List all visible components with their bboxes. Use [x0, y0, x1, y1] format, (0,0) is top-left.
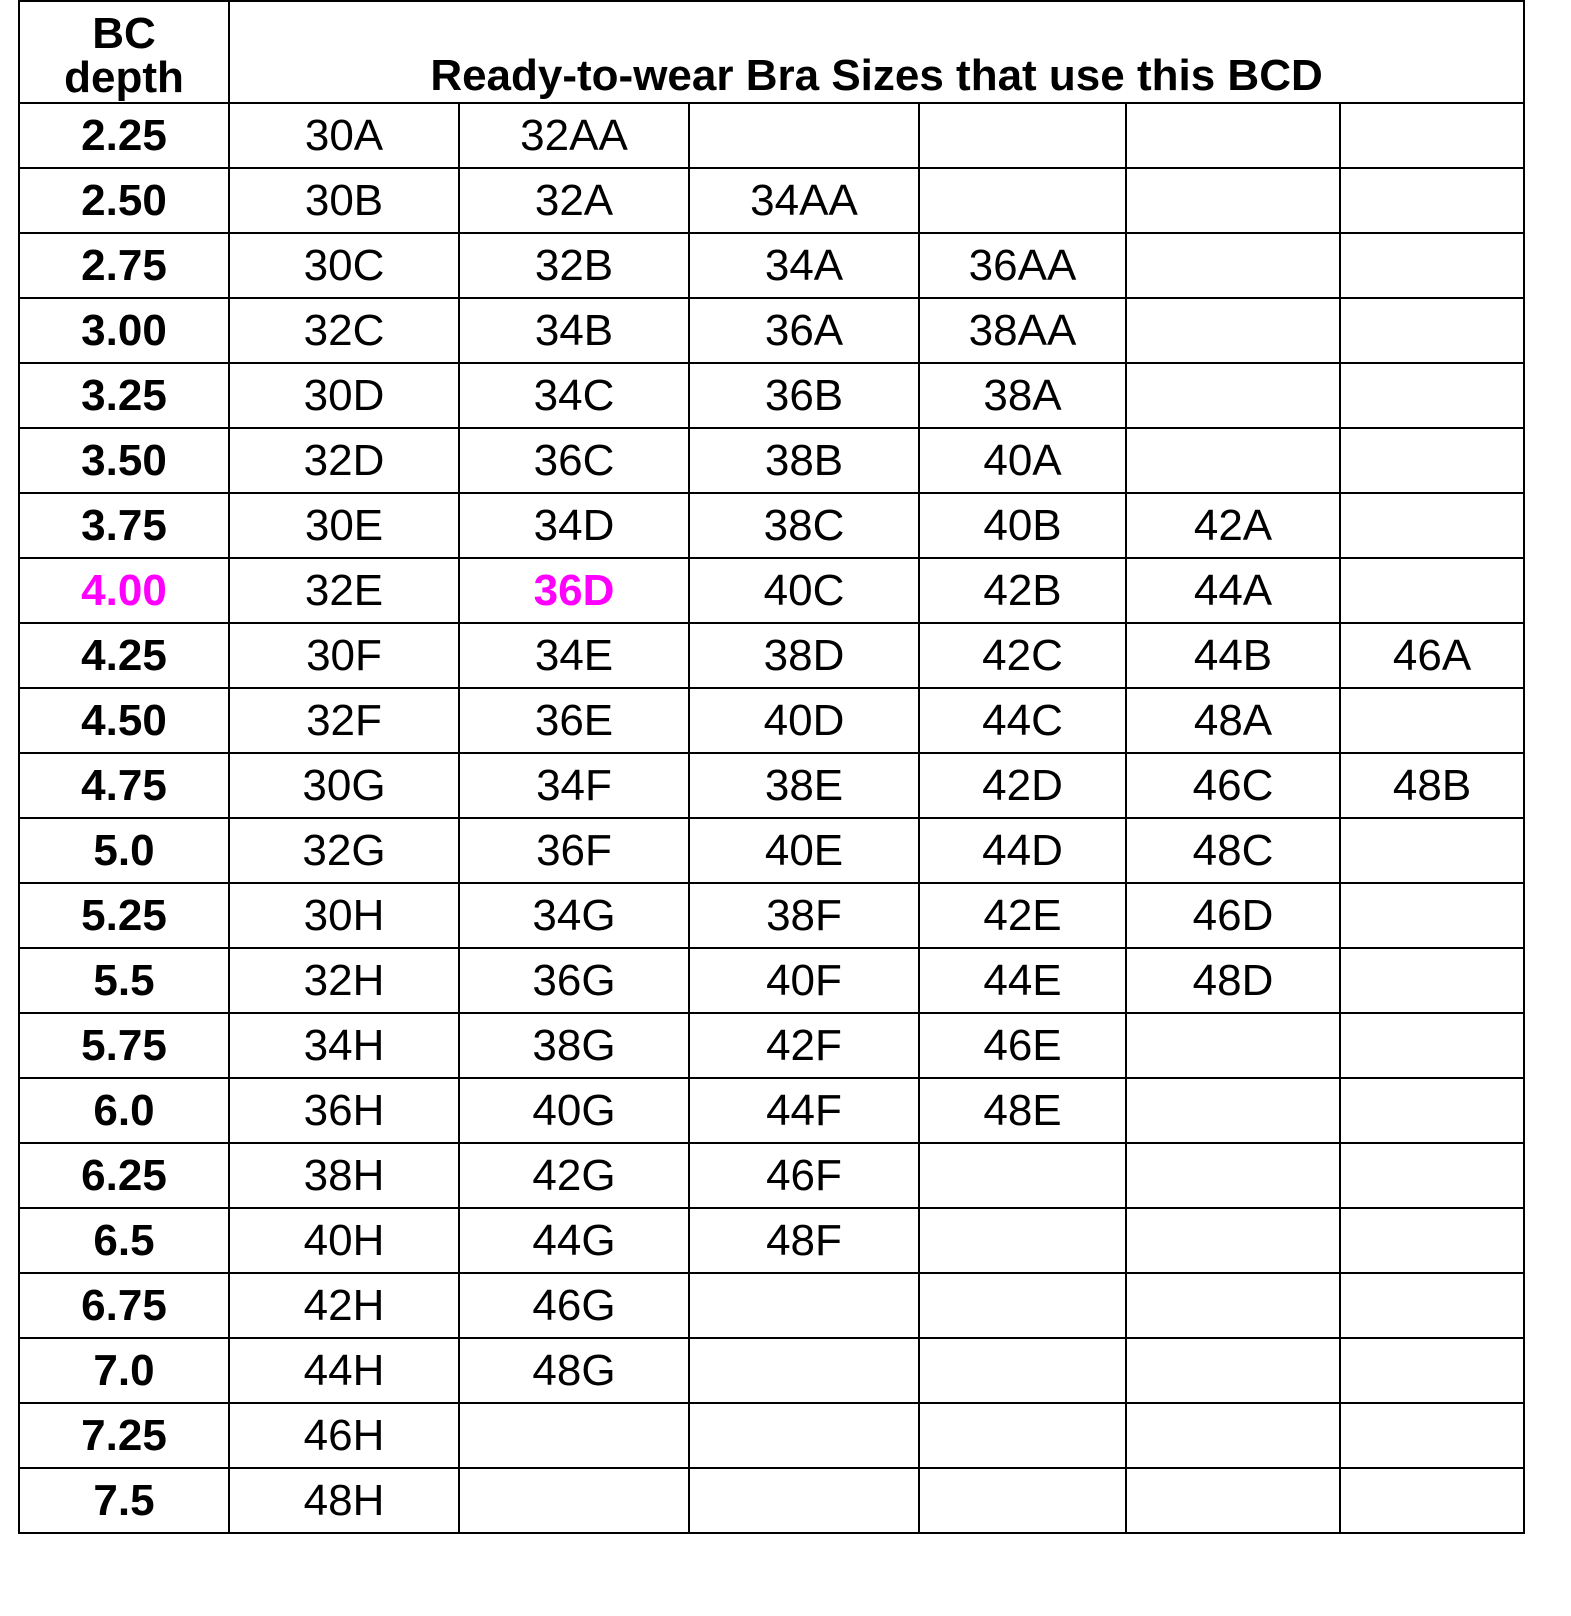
- bra-size-cell: [689, 1403, 919, 1468]
- bc-depth-cell: 7.5: [19, 1468, 229, 1533]
- table-row: [19, 1468, 1524, 1533]
- bra-size-cell: [1340, 493, 1524, 558]
- bra-size-cell: 44E: [919, 948, 1126, 1013]
- header-row: [19, 1, 1524, 103]
- bra-size-cell: 44C: [919, 688, 1126, 753]
- bra-size-cell: 44H: [229, 1338, 459, 1403]
- bra-size-cell: 42G: [459, 1143, 689, 1208]
- bra-size-cell: 36C: [459, 428, 689, 493]
- bra-size-cell: [919, 1338, 1126, 1403]
- bra-size-cell: 42H: [229, 1273, 459, 1338]
- bra-size-cell: 30D: [229, 363, 459, 428]
- bc-depth-size-table: [18, 0, 1525, 1534]
- bra-size-cell: 46F: [689, 1143, 919, 1208]
- bra-size-cell: [1340, 1078, 1524, 1143]
- bra-size-cell: [1126, 298, 1340, 363]
- bra-size-cell: 30B: [229, 168, 459, 233]
- bra-size-cell: 34H: [229, 1013, 459, 1078]
- bra-size-cell: 48D: [1126, 948, 1340, 1013]
- bra-size-cell: 32A: [459, 168, 689, 233]
- table-row: [19, 1208, 1524, 1273]
- bra-size-cell: 34A: [689, 233, 919, 298]
- bra-size-cell: [919, 1403, 1126, 1468]
- table-row: [19, 1338, 1524, 1403]
- bra-size-cell: [1340, 1143, 1524, 1208]
- bra-size-cell: [1340, 1468, 1524, 1533]
- bra-size-cell: [1340, 233, 1524, 298]
- bra-size-cell: [1126, 1338, 1340, 1403]
- bra-size-cell: 42E: [919, 883, 1126, 948]
- bra-size-cell: 48H: [229, 1468, 459, 1533]
- table-row: [19, 558, 1524, 623]
- bra-size-cell: 30G: [229, 753, 459, 818]
- table-row: [19, 1078, 1524, 1143]
- bra-size-cell: [689, 1338, 919, 1403]
- bra-size-cell: 30H: [229, 883, 459, 948]
- bra-size-cell: [919, 1273, 1126, 1338]
- table-row: [19, 1403, 1524, 1468]
- bra-size-cell: 32D: [229, 428, 459, 493]
- bra-size-cell: [689, 1273, 919, 1338]
- bra-size-cell: 48E: [919, 1078, 1126, 1143]
- bra-size-cell: [1126, 103, 1340, 168]
- table-row: [19, 753, 1524, 818]
- bra-size-cell: [1126, 1078, 1340, 1143]
- bra-size-cell: [689, 103, 919, 168]
- bc-depth-cell: 4.50: [19, 688, 229, 753]
- bc-depth-cell: 4.25: [19, 623, 229, 688]
- table-row: [19, 493, 1524, 558]
- table-row: [19, 298, 1524, 363]
- bra-size-cell: [919, 103, 1126, 168]
- bra-size-cell: 30A: [229, 103, 459, 168]
- bc-depth-cell: 6.25: [19, 1143, 229, 1208]
- bra-size-cell: [459, 1468, 689, 1533]
- bra-size-cell: [919, 1468, 1126, 1533]
- bra-size-cell: [1340, 168, 1524, 233]
- bra-size-cell: 42F: [689, 1013, 919, 1078]
- bra-size-cell: 34B: [459, 298, 689, 363]
- table-row: [19, 233, 1524, 298]
- bra-size-cell: 36A: [689, 298, 919, 363]
- table-row: [19, 818, 1524, 883]
- table-row: [19, 1273, 1524, 1338]
- bra-size-cell: 44B: [1126, 623, 1340, 688]
- bra-size-cell: 40A: [919, 428, 1126, 493]
- bra-size-cell: [1126, 1468, 1340, 1533]
- bc-depth-header-line2: depth: [64, 53, 184, 102]
- bra-size-cell: 46C: [1126, 753, 1340, 818]
- table-row: [19, 883, 1524, 948]
- bra-size-cell: [1340, 948, 1524, 1013]
- bra-size-cell: 48G: [459, 1338, 689, 1403]
- bc-depth-cell: 2.50: [19, 168, 229, 233]
- bra-size-cell: [1340, 1338, 1524, 1403]
- bra-size-cell: 40B: [919, 493, 1126, 558]
- bra-size-cell: [1340, 688, 1524, 753]
- bc-depth-cell: 3.25: [19, 363, 229, 428]
- bc-depth-cell: 2.75: [19, 233, 229, 298]
- sizes-header: Ready-to-wear Bra Sizes that use this BCD: [229, 1, 1524, 103]
- bra-size-cell: [1340, 558, 1524, 623]
- bc-depth-cell: 6.0: [19, 1078, 229, 1143]
- bra-size-cell: 34E: [459, 623, 689, 688]
- table-body: [19, 1, 1524, 1533]
- bra-size-cell: [689, 1468, 919, 1533]
- bra-size-cell: 44F: [689, 1078, 919, 1143]
- bra-size-cell: [919, 1208, 1126, 1273]
- bra-size-cell: 42D: [919, 753, 1126, 818]
- bc-depth-cell: 4.00: [19, 558, 229, 623]
- bra-size-cell: [1126, 363, 1340, 428]
- bra-size-cell: 34C: [459, 363, 689, 428]
- bc-depth-cell: 5.0: [19, 818, 229, 883]
- bra-size-cell: 48C: [1126, 818, 1340, 883]
- bra-size-cell: 48B: [1340, 753, 1524, 818]
- bra-size-cell: 38F: [689, 883, 919, 948]
- bra-size-cell: [1340, 363, 1524, 428]
- bra-size-cell: 48A: [1126, 688, 1340, 753]
- bra-size-cell: 40C: [689, 558, 919, 623]
- bc-depth-header-line1: BC: [92, 9, 156, 58]
- bra-size-cell: [1126, 1143, 1340, 1208]
- bra-size-cell: [1340, 883, 1524, 948]
- bra-size-cell: 40E: [689, 818, 919, 883]
- bra-size-cell: [1340, 1013, 1524, 1078]
- bra-size-cell: [1340, 103, 1524, 168]
- bra-size-cell: 38A: [919, 363, 1126, 428]
- bra-size-cell: 32F: [229, 688, 459, 753]
- bc-depth-cell: 2.25: [19, 103, 229, 168]
- bc-depth-cell: 6.75: [19, 1273, 229, 1338]
- bra-size-cell: 38B: [689, 428, 919, 493]
- bra-size-cell: 34AA: [689, 168, 919, 233]
- bc-depth-cell: 7.25: [19, 1403, 229, 1468]
- bra-size-cell: 36H: [229, 1078, 459, 1143]
- bra-size-cell: 46H: [229, 1403, 459, 1468]
- bra-size-cell: [1126, 1208, 1340, 1273]
- bra-size-cell: [459, 1403, 689, 1468]
- bra-size-cell: 30C: [229, 233, 459, 298]
- table-row: [19, 1013, 1524, 1078]
- bra-size-cell: 40F: [689, 948, 919, 1013]
- bc-depth-cell: 3.75: [19, 493, 229, 558]
- bra-size-cell: 38H: [229, 1143, 459, 1208]
- bra-size-cell: [919, 1143, 1126, 1208]
- bc-depth-cell: 5.5: [19, 948, 229, 1013]
- bra-size-cell: 44A: [1126, 558, 1340, 623]
- bra-size-cell: 32C: [229, 298, 459, 363]
- bra-size-cell: 38E: [689, 753, 919, 818]
- bra-size-cell: 38C: [689, 493, 919, 558]
- bra-size-cell: 38D: [689, 623, 919, 688]
- bc-depth-cell: 5.75: [19, 1013, 229, 1078]
- bra-size-cell: 32H: [229, 948, 459, 1013]
- bra-size-cell: 36D: [459, 558, 689, 623]
- table-row: [19, 103, 1524, 168]
- bra-size-cell: 32E: [229, 558, 459, 623]
- bc-depth-cell: 3.50: [19, 428, 229, 493]
- bra-size-cell: 48F: [689, 1208, 919, 1273]
- bc-depth-cell: 4.75: [19, 753, 229, 818]
- bra-size-cell: 46A: [1340, 623, 1524, 688]
- bra-size-cell: [1126, 1013, 1340, 1078]
- bra-size-cell: 34F: [459, 753, 689, 818]
- bra-size-cell: [1126, 428, 1340, 493]
- bra-size-cell: 36AA: [919, 233, 1126, 298]
- bc-depth-cell: 7.0: [19, 1338, 229, 1403]
- bra-size-cell: [1126, 168, 1340, 233]
- bra-size-cell: 44D: [919, 818, 1126, 883]
- bra-size-cell: 36G: [459, 948, 689, 1013]
- bra-size-cell: [1340, 1403, 1524, 1468]
- bra-size-cell: 32B: [459, 233, 689, 298]
- bra-size-cell: 42B: [919, 558, 1126, 623]
- bra-size-cell: 46E: [919, 1013, 1126, 1078]
- table-row: [19, 168, 1524, 233]
- bra-size-cell: 42A: [1126, 493, 1340, 558]
- bra-size-cell: 30E: [229, 493, 459, 558]
- bra-size-cell: 30F: [229, 623, 459, 688]
- bc-depth-cell: 6.5: [19, 1208, 229, 1273]
- bra-size-cell: [1340, 818, 1524, 883]
- bra-size-cell: 38AA: [919, 298, 1126, 363]
- bra-size-cell: 36F: [459, 818, 689, 883]
- table-row: [19, 1143, 1524, 1208]
- bra-size-cell: 34D: [459, 493, 689, 558]
- bra-size-cell: 32G: [229, 818, 459, 883]
- bra-size-cell: [1340, 428, 1524, 493]
- bc-depth-cell: 5.25: [19, 883, 229, 948]
- table-row: [19, 688, 1524, 753]
- bra-size-cell: 44G: [459, 1208, 689, 1273]
- bra-size-cell: 40G: [459, 1078, 689, 1143]
- bra-size-cell: 38G: [459, 1013, 689, 1078]
- bra-size-cell: [1340, 1273, 1524, 1338]
- bra-size-cell: [1340, 298, 1524, 363]
- bra-size-cell: 32AA: [459, 103, 689, 168]
- bra-size-cell: 36E: [459, 688, 689, 753]
- bra-size-cell: [1340, 1208, 1524, 1273]
- bc-depth-header: [19, 1, 229, 103]
- bra-size-cell: 34G: [459, 883, 689, 948]
- bra-size-cell: [1126, 1273, 1340, 1338]
- bra-size-cell: 46D: [1126, 883, 1340, 948]
- bra-size-cell: [919, 168, 1126, 233]
- table-row: [19, 363, 1524, 428]
- bra-size-cell: [1126, 1403, 1340, 1468]
- bra-size-cell: [1126, 233, 1340, 298]
- bc-depth-cell: 3.00: [19, 298, 229, 363]
- bra-size-cell: 40D: [689, 688, 919, 753]
- bra-size-cell: 46G: [459, 1273, 689, 1338]
- bra-size-cell: 36B: [689, 363, 919, 428]
- bra-size-cell: 40H: [229, 1208, 459, 1273]
- table-row: [19, 948, 1524, 1013]
- table-row: [19, 428, 1524, 493]
- table-row: [19, 623, 1524, 688]
- bra-size-cell: 42C: [919, 623, 1126, 688]
